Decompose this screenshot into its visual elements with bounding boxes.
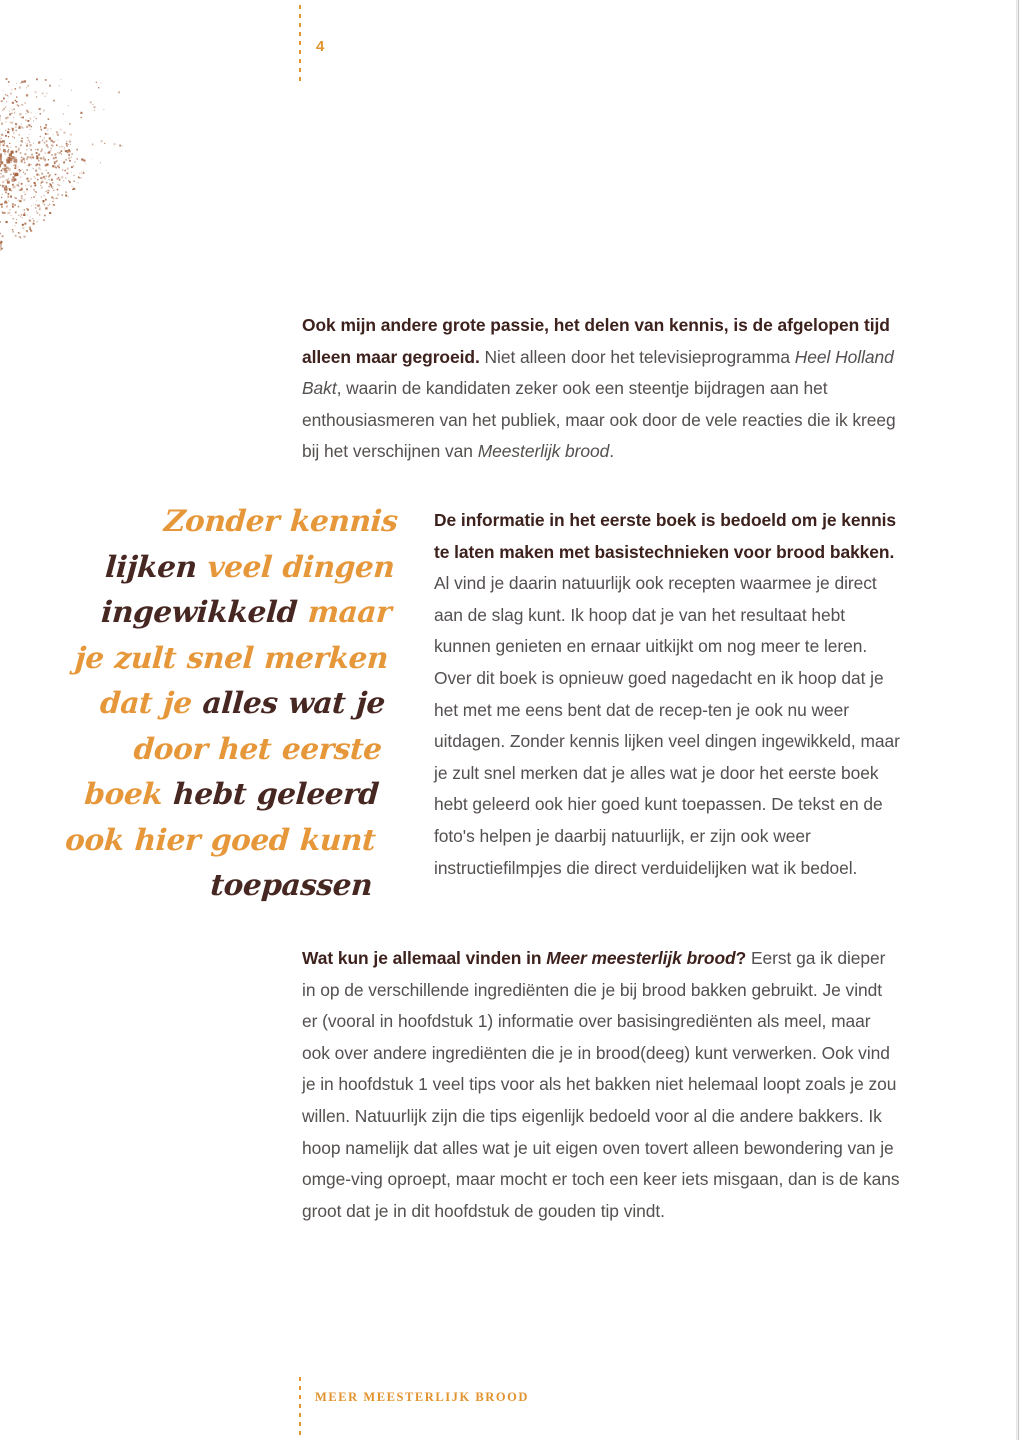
pull-quote-word-group: alles wat je [201, 685, 387, 720]
dotted-rule-bottom [299, 1377, 301, 1440]
pull-quote-word-group: lijken [104, 548, 209, 584]
pull-quote-word-group: boek [83, 776, 175, 811]
pull-quote-line [38, 680, 386, 726]
pull-quote-line [32, 771, 380, 817]
pull-quote-word-group: dat je [98, 685, 205, 720]
paragraph-first-book-lead: De informatie in het eerste boek is bedoeld om je kennis te laten maken met basistechnieken voor brood bakken. [434, 510, 897, 562]
book-title-meesterlijk-brood: Meesterlijk brood [477, 441, 610, 462]
pull-quote-word-group: toepassen [209, 867, 374, 902]
paragraph-intro [302, 310, 902, 468]
dotted-rule-top [299, 0, 301, 82]
book-title-heel-holland-bakt: Heel Holland Bakt [302, 346, 894, 399]
paragraph-contents [302, 943, 902, 1227]
footer-book-title: MEER MEESTERLIJK BROOD [315, 1390, 529, 1404]
paragraph-intro-lead: Ook mijn andere grote passie, het delen van kennis, is de afgelopen tijd alleen maar gegroeid. [302, 315, 890, 367]
pull-quote-line [51, 498, 399, 544]
paragraph-contents-lead: Wat kun je allemaal vinden in [302, 948, 547, 968]
paragraph-intro-text-b: , waarin de kandidaten zeker ook een steentje bijdragen aan het enthousiasmeren van het publiek, maar ook door de vele reacties die ik kreeg bij het verschijnen van [302, 378, 896, 462]
pull-quote-word-group: veel dingen [206, 548, 396, 584]
pull-quote-word-group: ingewikkeld [100, 594, 310, 629]
book-title-meer-meesterlijk-brood: Meer meesterlijk brood [546, 948, 736, 968]
pull-quote-line [42, 635, 390, 681]
pull-quote-line [45, 589, 393, 635]
pull-quote-word-group: door het eerste [132, 730, 384, 766]
pull-quote-word-group: je zult snel merken [74, 639, 390, 675]
paragraph-intro-text-c: . [609, 441, 615, 462]
paragraph-first-book-text: Al vind je daarin natuurlijk ook recepten waarmee je direct aan de slag kunt. Ik hoop dat je van het resultaat hebt kunnen genieten en ernaar uitkijkt om nog meer te leren. Over dit boek is opnieuw goed nagedacht en ik hoop dat je het met me eens bent dat de recep-ten je ook nu weer uitdagen. Zonder kennis lijken veel dingen ingewikkeld, maar je zult snel merken dat je alles wat je door het eerste boek hebt geleerd ook hier goed kunt toepassen. De tekst en de foto's helpen je daarbij natuurlijk, er zijn ook weer instructiefilmpjes die direct verduidelijken wat ik bedoel. [434, 573, 900, 878]
paragraph-first-book [434, 505, 904, 884]
paragraph-contents-text: Eerst ga ik dieper in op de verschillende ingrediënten die je bij brood bakken gebruikt. Je vindt er (vooral in hoofdstuk 1) informatie over basisingrediënten als meel, maar ook over andere ingrediënten die je in brood(deeg) kunt verwerken. Ook vind je in hoofdstuk 1 veel tips voor als het bakken niet helemaal loopt zoals je zou willen. Natuurlijk zijn die tips eigenlijk bedoeld voor al die andere bakkers. Ik hoop namelijk dat alles wat je uit eigen oven tovert alleen bewondering van je omge-ving oproept, maar mocht er toch een keer iets misgaan, dan is de kans groot dat je in dit hoofdstuk de gouden tip vindt. [302, 948, 900, 1221]
page-number: 4 [316, 38, 325, 55]
page-edge-line [1018, 0, 1019, 1440]
pull-quote-word-group: maar [306, 594, 393, 629]
pull-quote [26, 498, 400, 908]
pull-quote-word-group: hebt geleerd [172, 776, 380, 811]
pull-quote-line [26, 862, 374, 908]
pull-quote-line [29, 817, 377, 863]
pull-quote-line [35, 726, 383, 772]
pull-quote-word-group: Zonder kennis [162, 503, 399, 538]
pull-quote-word-group: ook hier goed kunt [64, 821, 377, 857]
pull-quote-line [48, 544, 396, 590]
paragraph-contents-lead-tail: ? [735, 948, 747, 968]
paragraph-intro-text-a: Niet alleen door het televisieprogramma [479, 346, 795, 367]
flour-splatter-icon [0, 62, 126, 277]
